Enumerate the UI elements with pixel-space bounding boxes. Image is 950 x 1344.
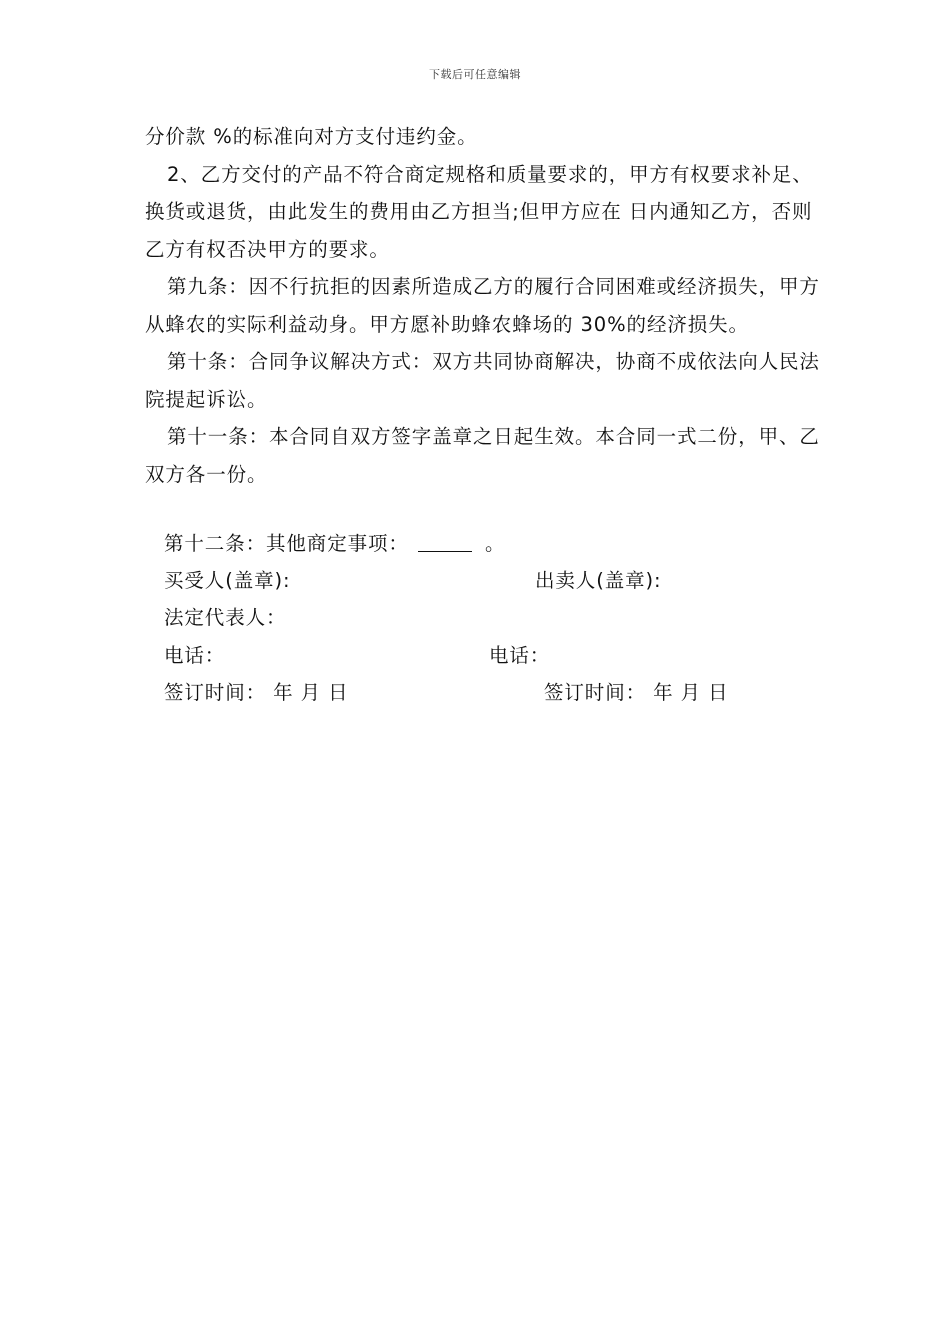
paragraph-penalty: 分价款 %的标准向对方支付违约金。 — [145, 125, 478, 148]
buyer-signing-date: 签订时间： 年 月 日 — [164, 681, 349, 704]
article-12-end: 。 — [485, 532, 506, 555]
article-12-blank — [418, 533, 472, 552]
buyer-phone-label: 电话： — [164, 644, 226, 667]
buyer-seal-label: 买受人(盖章): — [164, 569, 291, 592]
paragraph-article-9: 第九条：因不行抗拒的因素所造成乙方的履行合同困难或经济损失，甲方从蜂农的实际利益动身。甲方愿补助蜂农蜂场的 30%的经济损失。 — [145, 275, 820, 336]
legal-representative-label: 法定代表人： — [164, 606, 287, 629]
paragraph-article-12 — [164, 525, 505, 563]
seller-signing-date: 签订时间： 年 月 日 — [544, 681, 729, 704]
seller-phone-label: 电话： — [489, 644, 551, 667]
paragraph-article-11: 第十一条：本合同自双方签字盖章之日起生效。本合同一式二份，甲、乙双方各一份。 — [145, 425, 820, 486]
paragraph-clause-2: 2、乙方交付的产品不符合商定规格和质量要求的，甲方有权要求补足、换货或退货，由此发生的费用由乙方担当;但甲方应在 日内通知乙方，否则乙方有权否决甲方的要求。 — [145, 162, 813, 261]
paragraph-article-10: 第十条：合同争议解决方式：双方共同协商解决，协商不成依法向人民法院提起诉讼。 — [145, 350, 820, 411]
page-header: 下载后可任意编辑 — [429, 68, 521, 81]
article-12-label: 第十二条：其他商定事项： — [164, 532, 409, 555]
seller-seal-label: 出卖人(盖章): — [535, 569, 662, 592]
contract-body — [145, 118, 825, 493]
